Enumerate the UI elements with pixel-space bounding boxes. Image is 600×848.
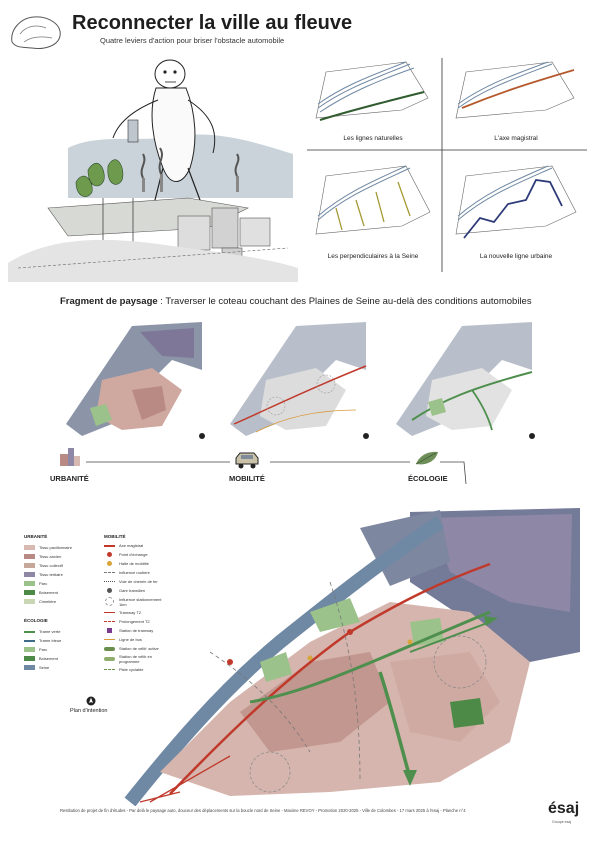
plan-intention-map <box>110 502 580 806</box>
car-icon <box>233 450 261 470</box>
fragment-title-bold: Fragment de paysage <box>60 296 158 307</box>
legend-item: Tissu pavillonnaire <box>24 543 94 552</box>
legend-item: Trame bleue <box>24 636 94 645</box>
legend-item: Cimetière <box>24 597 94 606</box>
legend-item: Trame verte <box>24 627 94 636</box>
lever-perpendiculars <box>306 156 440 268</box>
legend-ecologie-title: ÉCOLOGIE <box>24 618 48 623</box>
map-ecologie-small <box>392 320 542 446</box>
lever-new-urban-line <box>446 156 586 268</box>
legend-item: Influence routière <box>104 568 184 577</box>
city-blocks-icon <box>58 446 80 466</box>
legend-item: Axe magistral <box>104 541 184 550</box>
map-mobilite-small <box>226 320 376 446</box>
leaf-icon <box>414 450 440 468</box>
lever-label: La nouvelle ligne urbaine <box>479 253 553 260</box>
lever-new-urban-line-diagram <box>446 156 586 248</box>
axis-label-urbanite: URBANITÉ <box>50 474 89 483</box>
page-subtitle: Quatre leviers d'action pour briser l'obstacle automobile <box>100 36 285 45</box>
legend-item: Tissu collectif <box>24 561 94 570</box>
footer-credits: Restitution de projet de fin d'études - Par delà le paysage auto, douceur des déplacements sur la boucle nord de Seine - Maxime REVOY - Promotion 2020-2025 - Ville de Colombes - 17 mars 2025 à l'esaj - Planche n°4 <box>60 808 466 813</box>
legend-item: Boisement <box>24 654 94 663</box>
main-axis-stroke <box>462 70 574 108</box>
esaj-logo-sub: Groupe esaj <box>552 820 572 824</box>
fragment-title-rest: : Traverser le coteau couchant des Plaines de Seine au-delà des conditions automobiles <box>157 296 532 307</box>
axis-label-mobilite: MOBILITÉ <box>229 474 265 483</box>
legend-item: Seine <box>24 663 94 672</box>
axis-label-ecologie: ÉCOLOGIE <box>408 474 448 483</box>
urban-line-stroke <box>464 180 562 238</box>
legend-item: Tramway T2 <box>104 608 184 617</box>
legend-mobilite-title: MOBILITÉ <box>104 534 126 539</box>
giant-illustration <box>8 58 300 282</box>
legend-item: Station de vélib' active <box>104 644 184 653</box>
lever-main-axis-diagram <box>446 58 586 130</box>
legend-item: Station de tramway <box>104 626 184 635</box>
lever-natural-lines <box>306 58 440 150</box>
legend-item: Station de vélib en programme <box>104 653 184 665</box>
lever-label: Les lignes naturelles <box>343 135 403 142</box>
legend-item: Halte de mobilité <box>104 559 184 568</box>
legend-item: Ligne de bus <box>104 635 184 644</box>
esaj-logo: ésaj <box>548 800 580 817</box>
legend-urbanite-title: URBANITÉ <box>24 534 48 539</box>
legend-item: Prolongement T2 <box>104 617 184 626</box>
axis-timeline <box>40 440 480 500</box>
lever-label: L'axe magistral <box>494 135 538 142</box>
lever-perpendiculars-diagram <box>306 156 440 248</box>
north-arrow-icon <box>86 696 96 706</box>
lever-label: Les perpendiculaires à la Seine <box>327 253 419 260</box>
legend-left <box>24 534 94 672</box>
map-urbanite-small <box>62 320 212 446</box>
page-title: Reconnecter la ville au fleuve <box>72 12 353 34</box>
lever-natural-lines-diagram <box>306 58 440 130</box>
fragment-heading <box>60 296 532 307</box>
brain-doodle-icon <box>8 12 66 52</box>
lever-main-axis <box>446 58 586 150</box>
legend-item: Parc <box>24 579 94 588</box>
legend-item: Voie de chemin de fer <box>104 577 184 586</box>
legend-item: Gare transilien <box>104 586 184 595</box>
legend-item: Point d'échange <box>104 550 184 559</box>
plan-label: Plan d'intention <box>70 708 108 714</box>
legend-item: Tissu tertiaire <box>24 570 94 579</box>
legend-item: Piste cyclable <box>104 665 184 674</box>
legend-item: Tissu ancien <box>24 552 94 561</box>
natural-line-stroke <box>320 92 424 120</box>
legend-item: Influence stationnement 1km <box>104 595 184 608</box>
legend-item: Parc <box>24 645 94 654</box>
perpendicular-strokes <box>336 182 410 230</box>
legend-item: Boisement <box>24 588 94 597</box>
